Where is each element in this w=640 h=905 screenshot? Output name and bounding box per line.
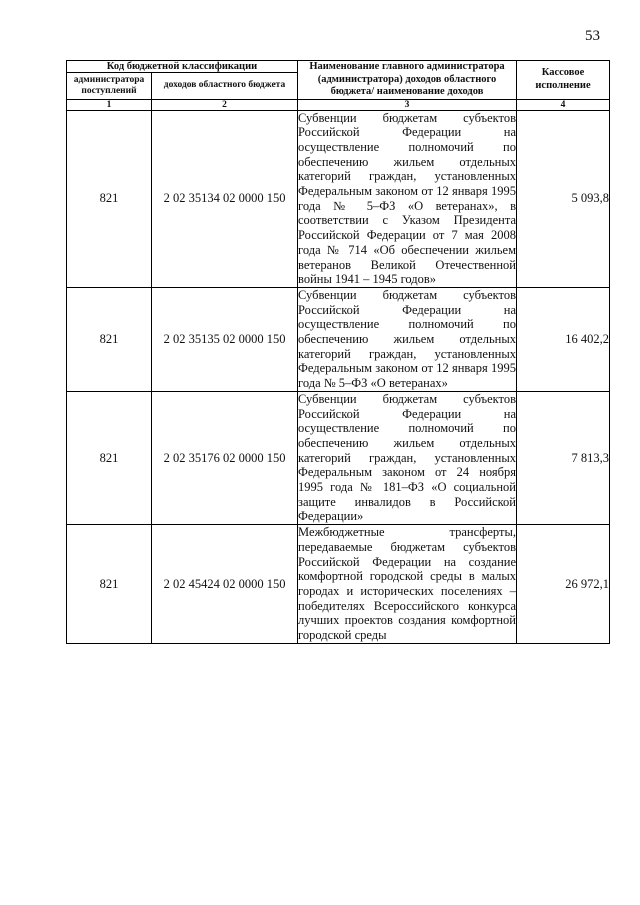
column-number: 1 (67, 99, 152, 110)
column-number: 4 (517, 99, 610, 110)
amount-cell: 5 093,8 (517, 110, 610, 287)
column-number: 2 (152, 99, 298, 110)
income-code-cell: 2 02 35135 02 0000 150 (152, 287, 298, 391)
amount-cell: 16 402,2 (517, 287, 610, 391)
amount-cell: 7 813,3 (517, 391, 610, 524)
income-name-cell: Межбюджетные трансферты, передаваемые бюджетам субъектов Российской Федерации на создание комфортной городской среды в малых городах и исторических поселениях – победителях Всероссийского конкурса лучших проектов создания комфортной городской среды (298, 525, 516, 643)
amount-cell: 26 972,1 (517, 525, 610, 644)
income-name-cell: Субвенции бюджетам субъектов Российской Федерации на осуществление полномочий по обеспечению жильем отдельных категорий граждан, установленных Федеральным законом от 24 ноября 1995 года № 181–ФЗ «О социальной защите инвалидов в Российской Федерации» (298, 391, 516, 524)
admin-code-cell: 821 (67, 287, 152, 391)
table-row (67, 391, 610, 524)
income-code-cell: 2 02 35134 02 0000 150 (152, 110, 298, 287)
income-code-cell: 2 02 45424 02 0000 150 (152, 525, 298, 644)
admin-code-cell: 821 (67, 391, 152, 524)
table-row (67, 287, 610, 391)
admin-code-cell: 821 (67, 525, 152, 644)
header-name: Наименование главного администратора (администратора) доходов областного бюджета/ наименование доходов (298, 61, 517, 100)
income-name-cell: Субвенции бюджетам субъектов Российской Федерации на осуществление полномочий по обеспечению жильем отдельных категорий граждан, установленных Федеральным законом от 12 января 1995 года № 5–ФЗ «О ветеранах» (298, 287, 516, 391)
header-classification-code: Код бюджетной классификации (67, 61, 298, 73)
table-row (67, 110, 610, 287)
header-admin: администратора поступлений (67, 73, 152, 99)
admin-code-cell: 821 (67, 110, 152, 287)
income-code-cell: 2 02 35176 02 0000 150 (152, 391, 298, 524)
header-execution: Кассовое исполнение (517, 61, 610, 100)
header-income: доходов областного бюджета (152, 73, 298, 99)
table-row (67, 525, 610, 644)
column-number: 3 (298, 99, 517, 110)
budget-table (66, 60, 610, 644)
page-number: 53 (585, 28, 600, 44)
column-number-row (67, 99, 610, 110)
header-row-top (67, 61, 610, 73)
income-name-cell: Субвенции бюджетам субъектов Российской Федерации на осуществление полномочий по обеспечению жильем отдельных категорий граждан, установленных Федеральным законом от 12 января 1995 года № 5–ФЗ «О ветеранах», в соответствии с Указом Президента Российской Федерации от 7 мая 2008 года № 714 «Об обеспечении жильем ветеранов Великой Отечественной войны 1941 – 1945 годов» (298, 110, 516, 287)
